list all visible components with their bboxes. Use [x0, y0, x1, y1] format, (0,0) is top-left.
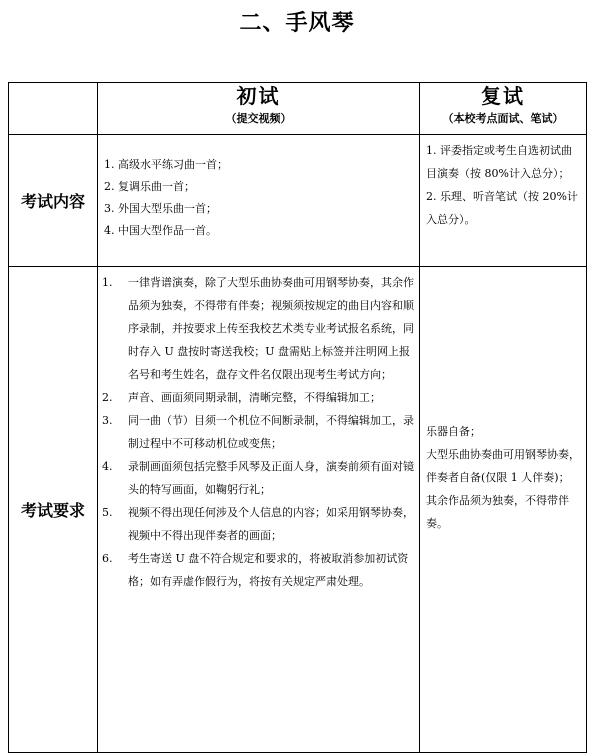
list-item: 2. 乐理、听音笔试（按 20%计入总分）。 [426, 190, 578, 226]
item-number: 4. [102, 460, 113, 473]
list-item [102, 386, 415, 409]
header-second-round [420, 83, 587, 135]
header-row [9, 83, 587, 135]
second-round-label: 复试 [481, 84, 525, 108]
requirements-second-text [420, 420, 586, 599]
second-round-note: （本校考点面试、笔试） [442, 112, 564, 125]
content-row-label: 考试内容 [9, 135, 98, 267]
list-item: 1. 高级水平练习曲一首； [104, 158, 228, 171]
item-number: 2. [102, 391, 113, 404]
exam-table [8, 82, 587, 753]
item-text: 视频不得出现任何涉及个人信息的内容；如采用钢琴协奏，视频中不得出现伴奏者的画面； [128, 506, 414, 542]
item-number: 1. [102, 276, 113, 289]
first-round-note: （提交视频） [225, 112, 292, 125]
paragraph-line: 大型乐曲协奏曲可用钢琴协奏，伴奏者自备(仅限 1 人伴奏)；其余作品须为独奏，不得带伴奏。 [426, 448, 580, 530]
list-item [102, 409, 415, 455]
requirements-row-label: 考试要求 [9, 267, 98, 753]
content-second-cell [420, 135, 587, 267]
content-first-cell [98, 135, 420, 267]
list-item: 3. 外国大型乐曲一首； [104, 202, 217, 215]
header-first-round [98, 83, 420, 135]
list-item [102, 455, 415, 501]
list-item: 1. 评委指定或考生自选初试曲目演奏（按 80%计入总分）； [426, 144, 572, 180]
list-item: 2. 复调乐曲一首； [104, 180, 195, 193]
item-text: 声音、画面须同期录制，清晰完整，不得编辑加工； [128, 391, 381, 404]
list-item [102, 547, 415, 593]
requirements-first-cell [98, 267, 420, 753]
requirements-second-cell [420, 267, 587, 753]
item-text: 考生寄送 U 盘不符合规定和要求的，将被取消参加初试资格；如有弄虚作假行为，将按有关规定严肃处理。 [128, 552, 409, 588]
content-second-list [420, 135, 586, 231]
requirements-first-list [98, 267, 419, 593]
page-title: 二、手风琴 [239, 11, 355, 36]
item-number: 3. [102, 414, 113, 427]
item-text: 一律背谱演奏，除了大型乐曲协奏曲可用钢琴协奏，其余作品须为独奏，不得带有伴奏；视频须按规定的曲目内容和顺序录制，并按要求上传至我校艺术类专业考试报名系统，同时存入 U 盘按时寄送我校；U 盘需贴上标签并注明网上报名号和考生姓名，盘存文件名仅限出现考生考试方向； [128, 276, 414, 381]
list-item: 4. 中国大型作品一首。 [104, 224, 217, 237]
content-first-list [98, 135, 419, 242]
item-number: 5. [102, 506, 113, 519]
paragraph-line: 乐器自备； [426, 425, 481, 438]
header-empty-cell [9, 83, 98, 135]
item-text: 录制画面须包括完整手风琴及正面人身，演奏前须有面对镜头的特写画面，如鞠躬行礼； [128, 460, 414, 496]
item-text: 同一曲（节）目须一个机位不间断录制，不得编辑加工，录制过程中不可移动机位或变焦； [128, 414, 414, 450]
list-item [102, 271, 415, 386]
first-round-label: 初试 [236, 84, 281, 108]
list-item [102, 501, 415, 547]
requirements-row [9, 267, 587, 753]
item-number: 6. [102, 552, 113, 565]
content-row [9, 135, 587, 267]
